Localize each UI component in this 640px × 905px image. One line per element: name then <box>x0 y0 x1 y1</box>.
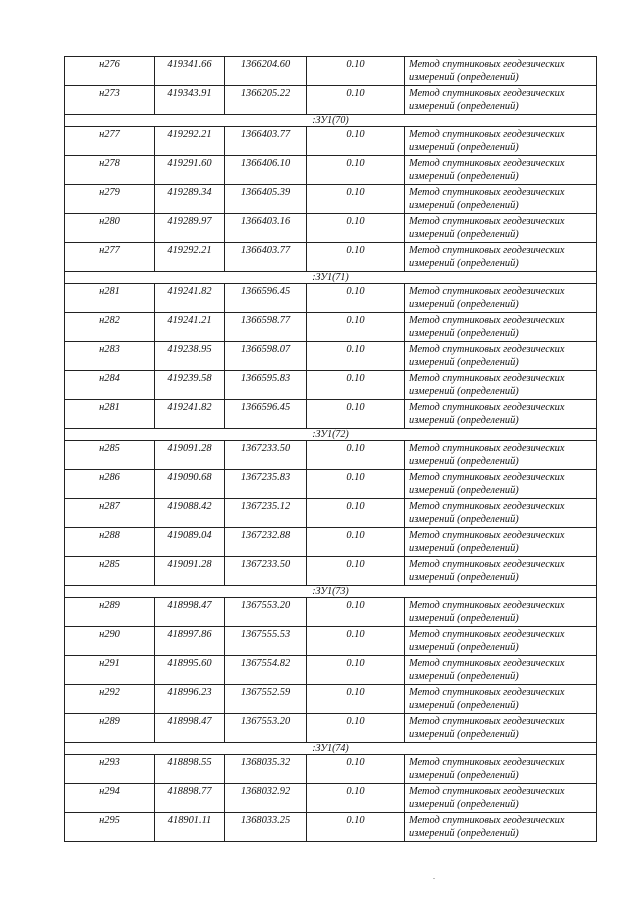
point-name-cell: н288 <box>65 528 155 557</box>
method-cell: Метод спутниковых геодезических измерений (определений) <box>405 714 597 743</box>
y-coordinate-cell: 1367232.88 <box>225 528 307 557</box>
method-cell: Метод спутниковых геодезических измерений (определений) <box>405 57 597 86</box>
point-name-cell: н277 <box>65 243 155 272</box>
accuracy-cell: 0.10 <box>307 284 405 313</box>
accuracy-cell: 0.10 <box>307 714 405 743</box>
method-cell: Метод спутниковых геодезических измерений (определений) <box>405 86 597 115</box>
table-row <box>65 656 597 685</box>
x-coordinate-cell: 419289.34 <box>155 185 225 214</box>
accuracy-cell: 0.10 <box>307 627 405 656</box>
x-coordinate-cell: 419241.21 <box>155 313 225 342</box>
section-label: :ЗУ1(70) <box>65 115 597 127</box>
method-cell: Метод спутниковых геодезических измерений (определений) <box>405 784 597 813</box>
y-coordinate-cell: 1366406.10 <box>225 156 307 185</box>
accuracy-cell: 0.10 <box>307 557 405 586</box>
y-coordinate-cell: 1368032.92 <box>225 784 307 813</box>
point-name-cell: н281 <box>65 400 155 429</box>
y-coordinate-cell: 1366403.16 <box>225 214 307 243</box>
y-coordinate-cell: 1367233.50 <box>225 557 307 586</box>
table-row <box>65 156 597 185</box>
y-coordinate-cell: 1366598.77 <box>225 313 307 342</box>
point-name-cell: н280 <box>65 214 155 243</box>
point-name-cell: н290 <box>65 627 155 656</box>
section-header-row <box>65 429 597 441</box>
y-coordinate-cell: 1367555.53 <box>225 627 307 656</box>
point-name-cell: н283 <box>65 342 155 371</box>
method-cell: Метод спутниковых геодезических измерений (определений) <box>405 685 597 714</box>
accuracy-cell: 0.10 <box>307 214 405 243</box>
accuracy-cell: 0.10 <box>307 156 405 185</box>
table-row <box>65 557 597 586</box>
point-name-cell: н294 <box>65 784 155 813</box>
y-coordinate-cell: 1368033.25 <box>225 813 307 842</box>
method-cell: Метод спутниковых геодезических измерений (определений) <box>405 214 597 243</box>
y-coordinate-cell: 1367235.12 <box>225 499 307 528</box>
y-coordinate-cell: 1367553.20 <box>225 714 307 743</box>
x-coordinate-cell: 419289.97 <box>155 214 225 243</box>
x-coordinate-cell: 419238.95 <box>155 342 225 371</box>
accuracy-cell: 0.10 <box>307 813 405 842</box>
accuracy-cell: 0.10 <box>307 243 405 272</box>
point-name-cell: н273 <box>65 86 155 115</box>
section-header-row <box>65 743 597 755</box>
x-coordinate-cell: 418898.77 <box>155 784 225 813</box>
x-coordinate-cell: 419241.82 <box>155 284 225 313</box>
method-cell: Метод спутниковых геодезических измерений (определений) <box>405 400 597 429</box>
point-name-cell: н292 <box>65 685 155 714</box>
accuracy-cell: 0.10 <box>307 598 405 627</box>
x-coordinate-cell: 418995.60 <box>155 656 225 685</box>
point-name-cell: н284 <box>65 371 155 400</box>
accuracy-cell: 0.10 <box>307 656 405 685</box>
method-cell: Метод спутниковых геодезических измерений (определений) <box>405 656 597 685</box>
method-cell: Метод спутниковых геодезических измерений (определений) <box>405 156 597 185</box>
accuracy-cell: 0.10 <box>307 470 405 499</box>
table-row <box>65 598 597 627</box>
x-coordinate-cell: 419292.21 <box>155 243 225 272</box>
table-row <box>65 499 597 528</box>
x-coordinate-cell: 418901.11 <box>155 813 225 842</box>
table-row <box>65 400 597 429</box>
accuracy-cell: 0.10 <box>307 57 405 86</box>
method-cell: Метод спутниковых геодезических измерений (определений) <box>405 755 597 784</box>
point-name-cell: н286 <box>65 470 155 499</box>
accuracy-cell: 0.10 <box>307 755 405 784</box>
accuracy-cell: 0.10 <box>307 528 405 557</box>
table-row <box>65 813 597 842</box>
method-cell: Метод спутниковых геодезических измерений (определений) <box>405 342 597 371</box>
section-label: :ЗУ1(73) <box>65 586 597 598</box>
table-row <box>65 441 597 470</box>
x-coordinate-cell: 419091.28 <box>155 441 225 470</box>
x-coordinate-cell: 419343.91 <box>155 86 225 115</box>
x-coordinate-cell: 419239.58 <box>155 371 225 400</box>
x-coordinate-cell: 419241.82 <box>155 400 225 429</box>
x-coordinate-cell: 418998.47 <box>155 598 225 627</box>
point-name-cell: н289 <box>65 714 155 743</box>
method-cell: Метод спутниковых геодезических измерений (определений) <box>405 371 597 400</box>
y-coordinate-cell: 1366405.39 <box>225 185 307 214</box>
section-header-row <box>65 272 597 284</box>
accuracy-cell: 0.10 <box>307 784 405 813</box>
coordinates-table-body <box>65 57 597 842</box>
point-name-cell: н285 <box>65 557 155 586</box>
x-coordinate-cell: 419091.28 <box>155 557 225 586</box>
accuracy-cell: 0.10 <box>307 185 405 214</box>
point-name-cell: н295 <box>65 813 155 842</box>
table-row <box>65 755 597 784</box>
method-cell: Метод спутниковых геодезических измерений (определений) <box>405 441 597 470</box>
point-name-cell: н281 <box>65 284 155 313</box>
y-coordinate-cell: 1367554.82 <box>225 656 307 685</box>
table-row <box>65 185 597 214</box>
table-row <box>65 127 597 156</box>
table-row <box>65 627 597 656</box>
method-cell: Метод спутниковых геодезических измерений (определений) <box>405 470 597 499</box>
table-row <box>65 313 597 342</box>
point-name-cell: н277 <box>65 127 155 156</box>
method-cell: Метод спутниковых геодезических измерений (определений) <box>405 284 597 313</box>
method-cell: Метод спутниковых геодезических измерений (определений) <box>405 313 597 342</box>
method-cell: Метод спутниковых геодезических измерений (определений) <box>405 627 597 656</box>
y-coordinate-cell: 1368035.32 <box>225 755 307 784</box>
y-coordinate-cell: 1366596.45 <box>225 284 307 313</box>
accuracy-cell: 0.10 <box>307 342 405 371</box>
section-header-row <box>65 115 597 127</box>
point-name-cell: н282 <box>65 313 155 342</box>
x-coordinate-cell: 419089.04 <box>155 528 225 557</box>
method-cell: Метод спутниковых геодезических измерений (определений) <box>405 127 597 156</box>
y-coordinate-cell: 1367553.20 <box>225 598 307 627</box>
method-cell: Метод спутниковых геодезических измерений (определений) <box>405 813 597 842</box>
y-coordinate-cell: 1366596.45 <box>225 400 307 429</box>
x-coordinate-cell: 418996.23 <box>155 685 225 714</box>
table-row <box>65 371 597 400</box>
accuracy-cell: 0.10 <box>307 441 405 470</box>
accuracy-cell: 0.10 <box>307 86 405 115</box>
x-coordinate-cell: 419088.42 <box>155 499 225 528</box>
x-coordinate-cell: 418997.86 <box>155 627 225 656</box>
table-row <box>65 470 597 499</box>
method-cell: Метод спутниковых геодезических измерений (определений) <box>405 185 597 214</box>
table-row <box>65 214 597 243</box>
table-row <box>65 342 597 371</box>
y-coordinate-cell: 1366205.22 <box>225 86 307 115</box>
accuracy-cell: 0.10 <box>307 313 405 342</box>
x-coordinate-cell: 419292.21 <box>155 127 225 156</box>
scan-speck <box>433 878 435 879</box>
y-coordinate-cell: 1367235.83 <box>225 470 307 499</box>
x-coordinate-cell: 418898.55 <box>155 755 225 784</box>
y-coordinate-cell: 1367233.50 <box>225 441 307 470</box>
x-coordinate-cell: 419341.66 <box>155 57 225 86</box>
table-row <box>65 714 597 743</box>
method-cell: Метод спутниковых геодезических измерений (определений) <box>405 243 597 272</box>
table-row <box>65 86 597 115</box>
point-name-cell: н291 <box>65 656 155 685</box>
point-name-cell: н287 <box>65 499 155 528</box>
coordinates-table <box>64 56 597 842</box>
table-row <box>65 57 597 86</box>
method-cell: Метод спутниковых геодезических измерений (определений) <box>405 598 597 627</box>
accuracy-cell: 0.10 <box>307 685 405 714</box>
y-coordinate-cell: 1366598.07 <box>225 342 307 371</box>
y-coordinate-cell: 1367552.59 <box>225 685 307 714</box>
table-row <box>65 685 597 714</box>
table-row <box>65 528 597 557</box>
method-cell: Метод спутниковых геодезических измерений (определений) <box>405 557 597 586</box>
point-name-cell: н278 <box>65 156 155 185</box>
point-name-cell: н285 <box>65 441 155 470</box>
point-name-cell: н276 <box>65 57 155 86</box>
x-coordinate-cell: 418998.47 <box>155 714 225 743</box>
y-coordinate-cell: 1366204.60 <box>225 57 307 86</box>
x-coordinate-cell: 419291.60 <box>155 156 225 185</box>
y-coordinate-cell: 1366403.77 <box>225 127 307 156</box>
point-name-cell: н279 <box>65 185 155 214</box>
method-cell: Метод спутниковых геодезических измерений (определений) <box>405 528 597 557</box>
section-label: :ЗУ1(71) <box>65 272 597 284</box>
y-coordinate-cell: 1366403.77 <box>225 243 307 272</box>
section-header-row <box>65 586 597 598</box>
point-name-cell: н293 <box>65 755 155 784</box>
accuracy-cell: 0.10 <box>307 499 405 528</box>
accuracy-cell: 0.10 <box>307 371 405 400</box>
point-name-cell: н289 <box>65 598 155 627</box>
method-cell: Метод спутниковых геодезических измерений (определений) <box>405 499 597 528</box>
table-row <box>65 784 597 813</box>
y-coordinate-cell: 1366595.83 <box>225 371 307 400</box>
table-row <box>65 284 597 313</box>
section-label: :ЗУ1(72) <box>65 429 597 441</box>
accuracy-cell: 0.10 <box>307 127 405 156</box>
section-label: :ЗУ1(74) <box>65 743 597 755</box>
table-row <box>65 243 597 272</box>
accuracy-cell: 0.10 <box>307 400 405 429</box>
x-coordinate-cell: 419090.68 <box>155 470 225 499</box>
